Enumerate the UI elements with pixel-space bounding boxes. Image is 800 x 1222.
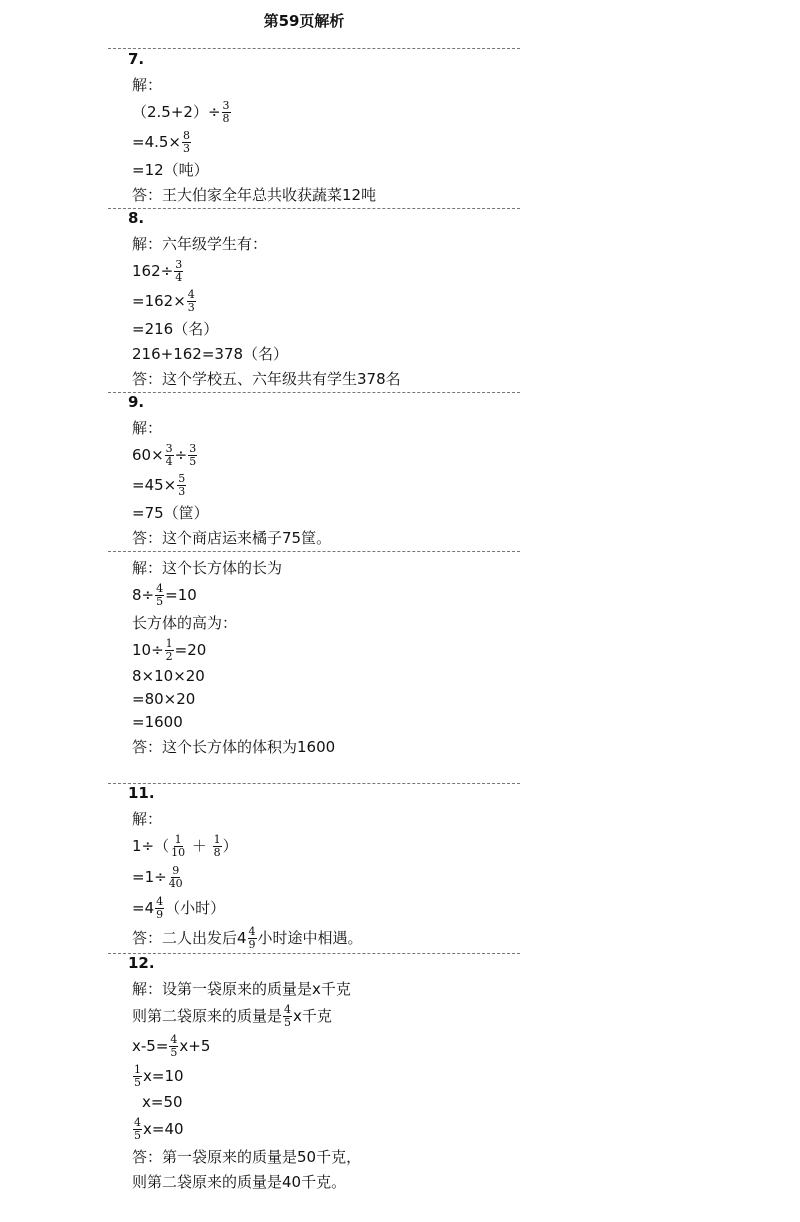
fraction: $\frac{3}{4}$: [175, 258, 183, 284]
formula-line: =4 $\frac{4}{9}$ （小时）: [132, 895, 226, 921]
fraction: $\frac{1}{8}$: [213, 833, 221, 859]
divider: [108, 953, 520, 954]
formula-line: $\frac{4}{5}$ x=40: [134, 1116, 184, 1142]
formula-line: $\frac{1}{5}$ x=10: [134, 1063, 184, 1089]
answer-line: 答：王大伯家全年总共收获蔬菜12吨: [132, 186, 377, 204]
solution-line: 解：这个长方体的长为: [132, 559, 283, 577]
fraction: $\frac{4}{5}$: [156, 582, 164, 608]
formula-line: =45× $\frac{5}{3}$: [132, 472, 186, 498]
fraction: $\frac{5}{3}$: [178, 472, 186, 498]
formula-line: =1÷ $\frac{9}{40}$: [132, 864, 183, 890]
formula-line: =216（名）: [132, 320, 219, 338]
formula-line: 10÷ $\frac{1}{2}$ =20: [132, 637, 207, 663]
divider: [108, 783, 520, 784]
fraction: $\frac{1}{2}$: [165, 637, 173, 663]
divider: [108, 392, 520, 393]
answer-line: 则第二袋原来的质量是40千克。: [132, 1173, 347, 1191]
solution-line: 解：: [132, 810, 163, 828]
fraction: $\frac{4}{5}$: [170, 1033, 178, 1059]
question-number: 9.: [128, 393, 145, 411]
answer-line: 答：二人出发后4 $\frac{4}{9}$ 小时途中相遇。: [132, 925, 363, 951]
formula-line: 162÷ $\frac{3}{4}$: [132, 258, 183, 284]
formula-line: 8÷ $\frac{4}{5}$ =10: [132, 582, 197, 608]
fraction: $\frac{3}{8}$: [222, 99, 230, 125]
formula-line: =12（吨）: [132, 161, 209, 179]
formula-line: =80×20: [132, 690, 196, 708]
solution-line: 长方体的高为：: [132, 614, 238, 632]
fraction: $\frac{4}{9}$: [156, 895, 164, 921]
formula-line: 1÷（ $\frac{1}{10}$ ＋ $\frac{1}{8}$ ）: [132, 833, 238, 859]
fraction: $\frac{4}{5}$: [284, 1003, 292, 1029]
formula-line: x=50: [142, 1093, 183, 1111]
answer-line: 答：这个长方体的体积为1600: [132, 738, 336, 756]
fraction: $\frac{3}{5}$: [189, 442, 197, 468]
fraction: $\frac{4}{3}$: [187, 288, 195, 314]
formula-line: 216+162=378（名）: [132, 345, 289, 363]
fraction: $\frac{3}{4}$: [165, 442, 173, 468]
formula-line: （2.5+2）÷ $\frac{3}{8}$: [132, 99, 230, 125]
formula-line: =1600: [132, 713, 183, 731]
divider: [108, 208, 520, 209]
fraction: $\frac{4}{5}$: [134, 1116, 141, 1142]
answer-line: 答：这个商店运来橘子75筐。: [132, 529, 332, 547]
solution-line: 则第二袋原来的质量是 $\frac{4}{5}$ x千克: [132, 1003, 332, 1029]
solution-line: 解：: [132, 76, 163, 94]
answer-line: 答：这个学校五、六年级共有学生378名: [132, 370, 401, 388]
question-number: 8.: [128, 209, 145, 227]
solution-line: 解：设第一袋原来的质量是x千克: [132, 980, 351, 998]
formula-line: 8×10×20: [132, 667, 205, 685]
question-number: 12.: [128, 954, 155, 972]
fraction: $\frac{9}{40}$: [168, 864, 183, 890]
page-title: 第59页解析: [263, 12, 345, 30]
fraction: $\frac{8}{3}$: [183, 129, 190, 155]
question-number: 7.: [128, 50, 145, 68]
answer-line: 答：第一袋原来的质量是50千克，: [132, 1148, 362, 1166]
formula-line: x-5= $\frac{4}{5}$ x+5: [132, 1033, 211, 1059]
formula-line: =4.5× $\frac{8}{3}$: [132, 129, 190, 155]
fraction: $\frac{4}{9}$: [248, 925, 256, 951]
formula-line: =75（筐）: [132, 504, 209, 522]
fraction: $\frac{1}{10}$: [171, 833, 186, 859]
solution-line: 解：: [132, 419, 163, 437]
divider: [108, 551, 520, 552]
formula-line: 60× $\frac{3}{4}$ ÷ $\frac{3}{5}$: [132, 442, 197, 468]
divider: [108, 48, 520, 49]
solution-line: 解：六年级学生有：: [132, 235, 268, 253]
fraction: $\frac{1}{5}$: [134, 1063, 141, 1089]
question-number: 11.: [128, 784, 155, 802]
formula-line: =162× $\frac{4}{3}$: [132, 288, 195, 314]
